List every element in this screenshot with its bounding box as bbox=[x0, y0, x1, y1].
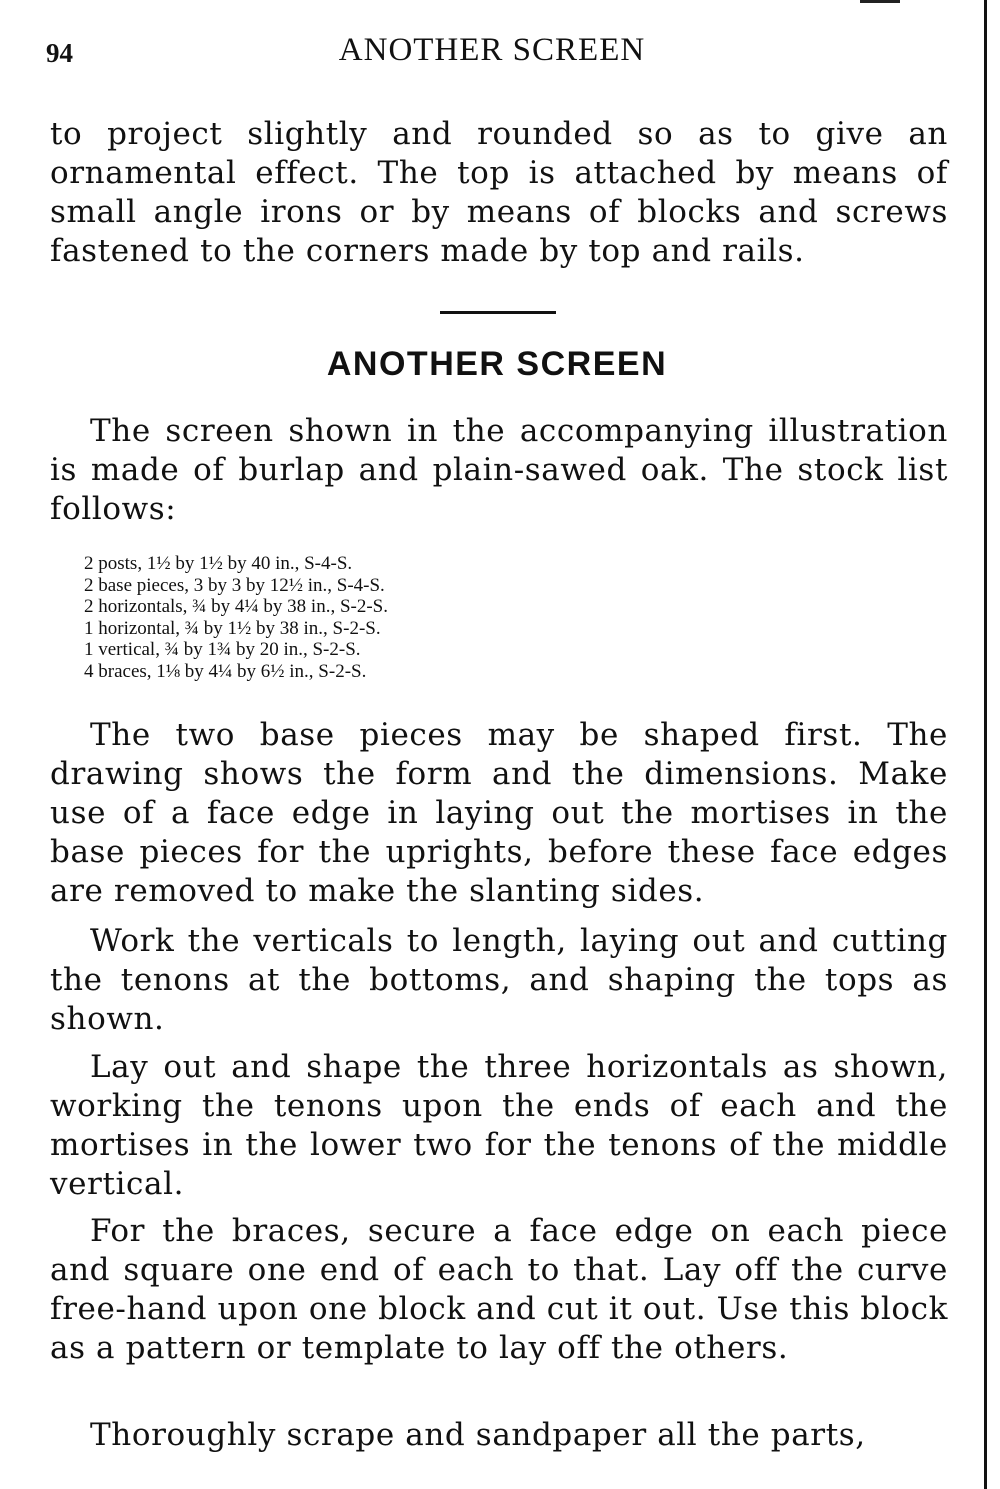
stock-list-item: 2 horizontals, ¾ by 4¼ by 38 in., S-2-S. bbox=[84, 596, 388, 617]
stock-list-item: 4 braces, 1⅛ by 4¼ by 6½ in., S-2-S. bbox=[84, 660, 367, 682]
intro-paragraph: to project slightly and rounded so as to give an ornamental effect. The top is attached by means of small angle irons or by means of blocks and screws fastened to the corners made by top and rails. bbox=[50, 116, 948, 269]
section-divider bbox=[440, 311, 556, 314]
paragraph-finishing: Thoroughly scrape and sandpaper all the parts, bbox=[90, 1417, 866, 1453]
page-edge-rule bbox=[984, 0, 987, 1489]
stock-list bbox=[84, 553, 388, 682]
paragraph-horizontals: Lay out and shape the three horizontals as shown, working the tenons upon the ends of each and the mortises in the lower two for the tenons of the middle vertical. bbox=[50, 1049, 948, 1202]
section-heading: ANOTHER SCREEN bbox=[326, 345, 668, 383]
paragraph-screen-description: The screen shown in the accompanying illustration is made of burlap and plain-sawed oak. The stock list follows: bbox=[50, 413, 948, 527]
paragraph-verticals: Work the verticals to length, laying out and cutting the tenons at the bottoms, and shaping the tops as shown. bbox=[50, 923, 948, 1037]
paragraph-base-pieces: The two base pieces may be shaped first. The drawing shows the form and the dimensions. Make use of a face edge in laying out the mortises in the base pieces for the uprights, before these face edges are removed to make the slanting sides. bbox=[50, 717, 948, 909]
paragraph-braces: For the braces, secure a face edge on each piece and square one end of each to that. Lay off the curve free-hand upon one block and cut it out. Use this block as a pattern or template to lay off the others. bbox=[50, 1213, 948, 1366]
running-title: ANOTHER SCREEN bbox=[338, 32, 646, 68]
running-header bbox=[0, 32, 984, 76]
stock-list-item: 2 base pieces, 3 by 3 by 12½ in., S-4-S. bbox=[84, 574, 385, 596]
stock-list-item: 1 horizontal, ¾ by 1½ by 38 in., S-2-S. bbox=[84, 617, 381, 639]
page-number: 94 bbox=[46, 38, 73, 68]
top-edge-mark bbox=[860, 0, 900, 3]
stock-list-item: 2 posts, 1½ by 1½ by 40 in., S-4-S. bbox=[84, 553, 353, 574]
stock-list-item: 1 vertical, ¾ by 1¾ by 20 in., S-2-S. bbox=[84, 639, 361, 660]
